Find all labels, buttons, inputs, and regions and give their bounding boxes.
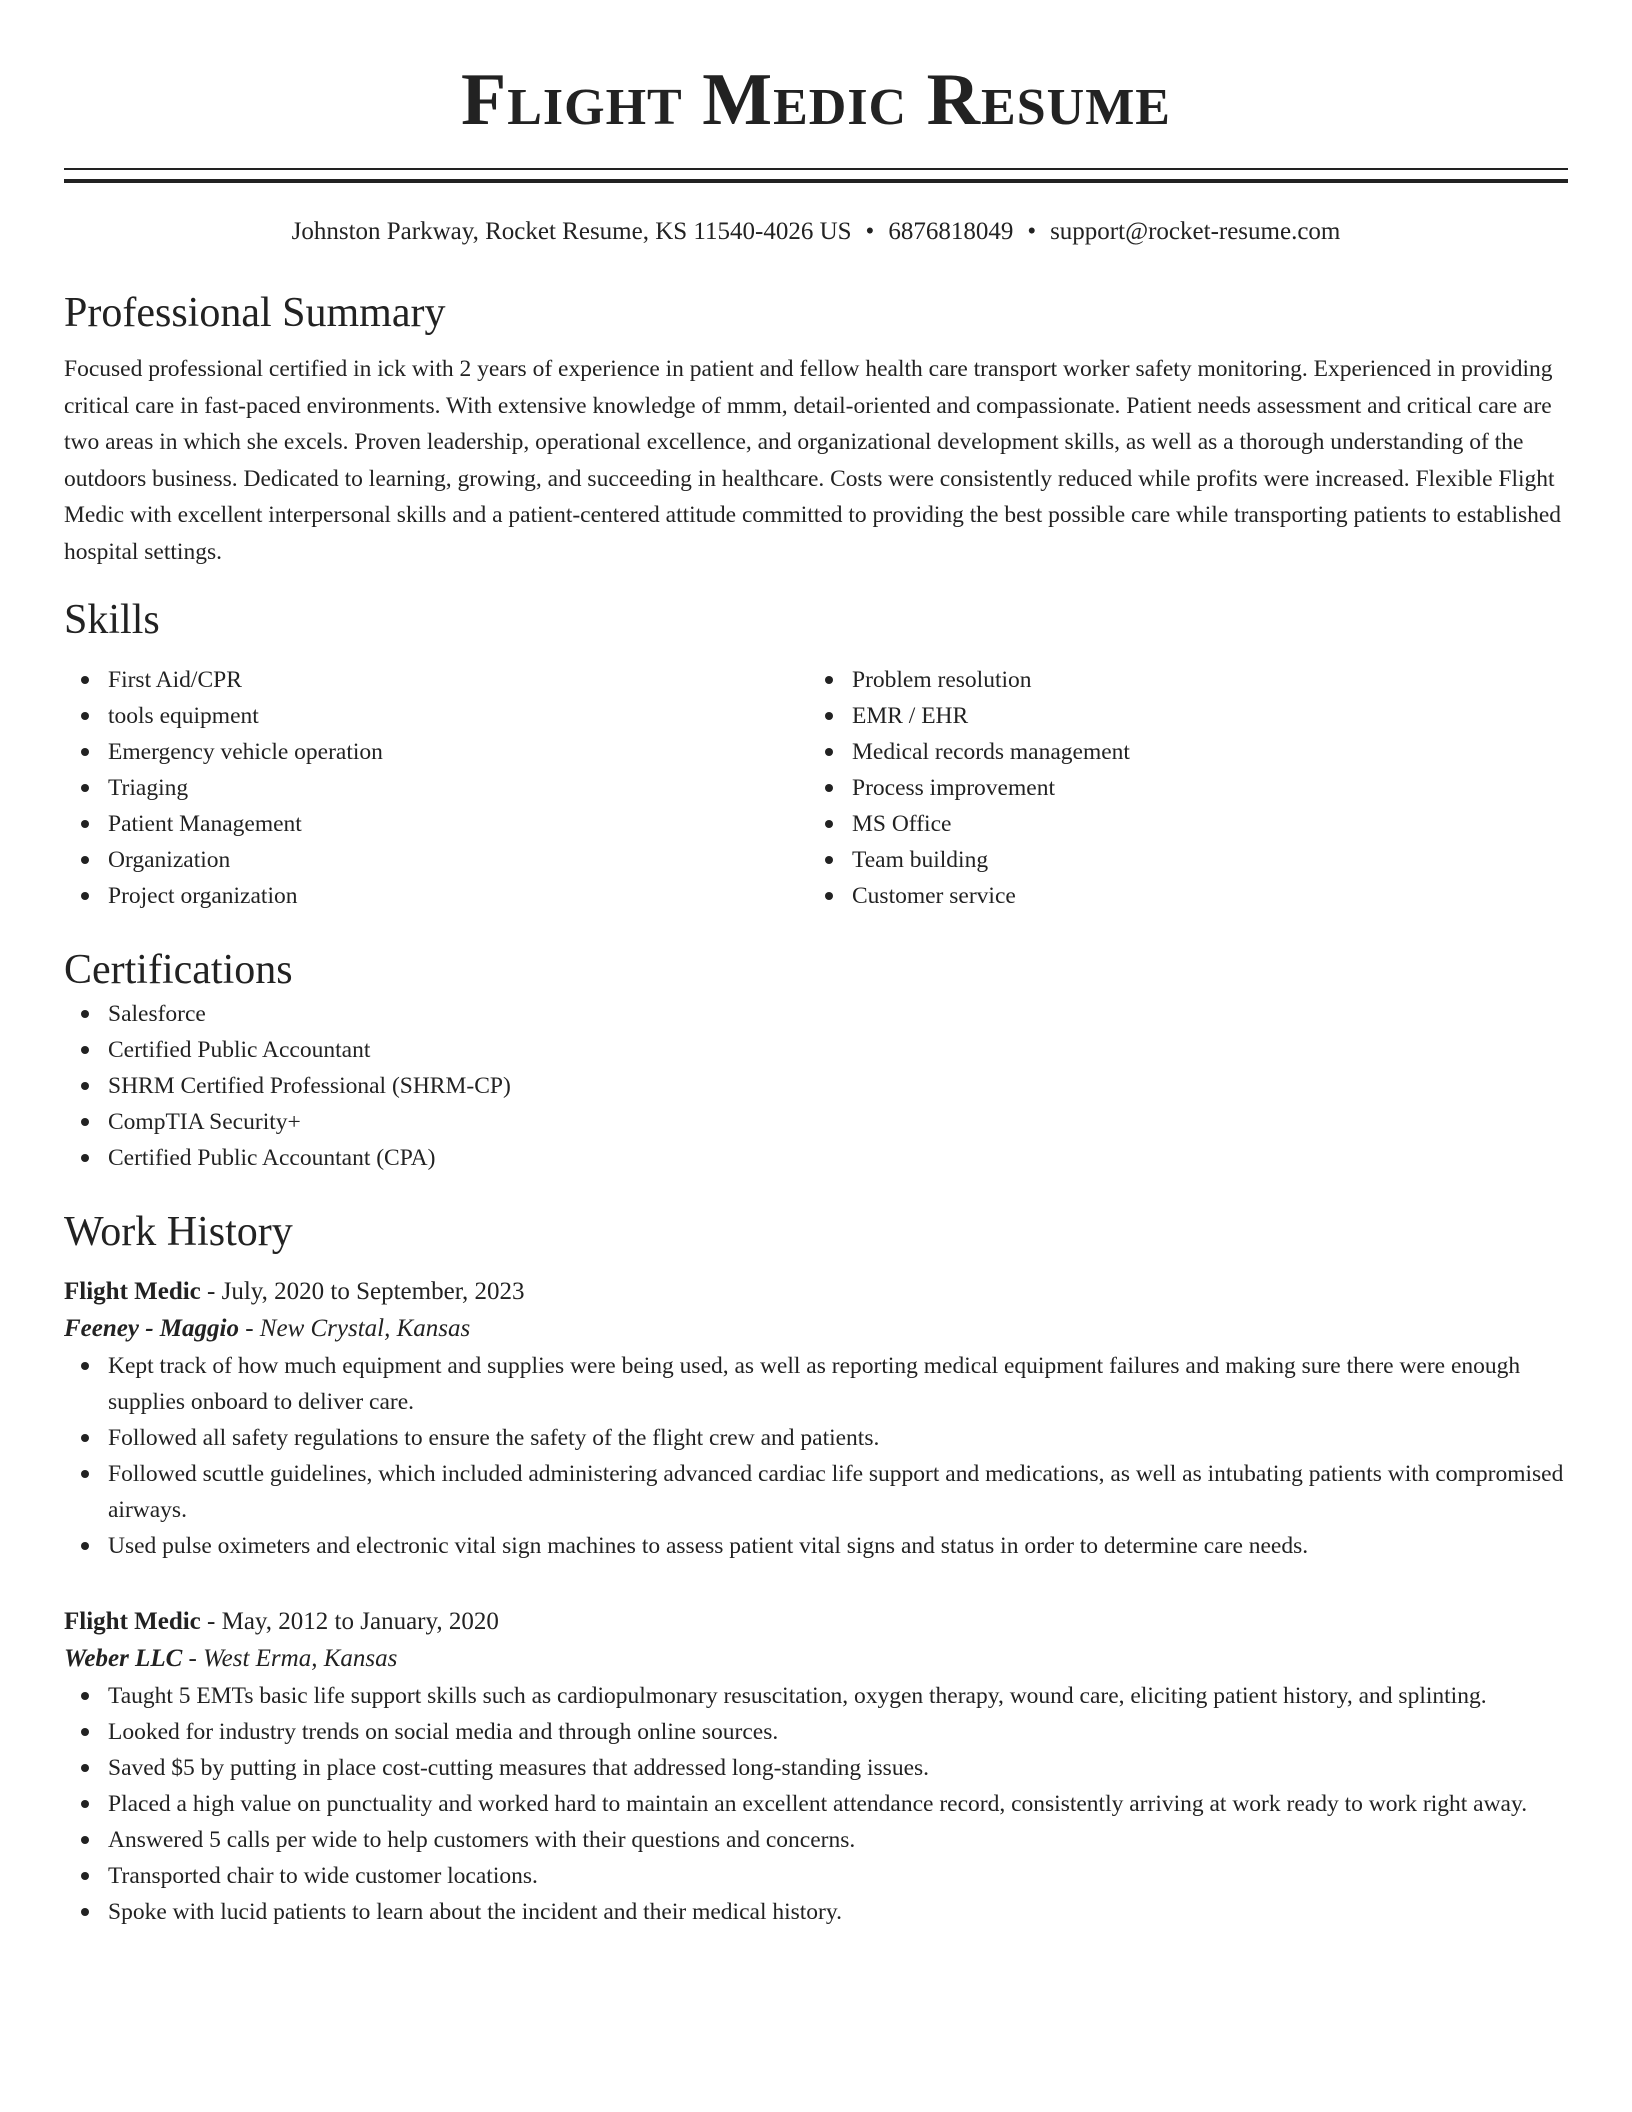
skill-item: Organization [64, 842, 808, 878]
job-bullet-list [64, 1678, 1568, 1930]
job-company: Weber LLC [64, 1645, 183, 1672]
skill-item: Triaging [64, 770, 808, 806]
skill-item: Process improvement [808, 770, 1552, 806]
skill-item: MS Office [808, 806, 1552, 842]
summary-heading: Professional Summary [64, 290, 446, 336]
skills-list-left [64, 662, 808, 914]
skill-item: Patient Management [64, 806, 808, 842]
skill-item: Emergency vehicle operation [64, 734, 808, 770]
contact-phone: 6876818049 [888, 218, 1014, 245]
certification-item: Certified Public Accountant [64, 1032, 1568, 1068]
title-divider [64, 168, 1568, 183]
job-bullet: Used pulse oximeters and electronic vital sign machines to assess patient vital signs and status in order to determine care needs. [64, 1528, 1568, 1564]
certification-item: SHRM Certified Professional (SHRM-CP) [64, 1068, 1568, 1104]
job-title: Flight Medic [64, 1608, 201, 1635]
contact-address: Johnston Parkway, Rocket Resume, KS 11540-4026 US [291, 218, 852, 245]
job-title-line [64, 1604, 1568, 1640]
job-bullet: Saved $5 by putting in place cost-cutting measures that addressed long-standing issues. [64, 1750, 1568, 1786]
resume-title: Flight Medic Resume [461, 59, 1171, 141]
job-company-line [64, 1640, 1568, 1678]
work-history-heading: Work History [64, 1209, 293, 1255]
contact-separator: • [865, 218, 875, 245]
certification-item: Salesforce [64, 996, 1568, 1032]
contact-line [64, 217, 1568, 247]
job-company: Feeney - Maggio [64, 1315, 239, 1342]
skill-item: Team building [808, 842, 1552, 878]
job-entry [64, 1274, 1568, 1564]
job-entry [64, 1604, 1568, 1930]
resume-page [64, 0, 1568, 1930]
certifications-heading: Certifications [64, 947, 293, 993]
job-bullet: Spoke with lucid patients to learn about the incident and their medical history. [64, 1894, 1568, 1930]
skill-item: Problem resolution [808, 662, 1552, 698]
job-bullet: Answered 5 calls per wide to help customers with their questions and concerns. [64, 1822, 1568, 1858]
contact-email: support@rocket-resume.com [1050, 218, 1341, 245]
certification-item: CompTIA Security+ [64, 1104, 1568, 1140]
skills-column-right [808, 662, 1552, 914]
job-dates: - July, 2020 to September, 2023 [200, 1278, 525, 1305]
skill-item: tools equipment [64, 698, 808, 734]
certifications-list [64, 996, 1568, 1176]
contact-separator: • [1027, 218, 1037, 245]
job-company-line [64, 1310, 1568, 1348]
skill-item: First Aid/CPR [64, 662, 808, 698]
job-bullet: Followed scuttle guidelines, which included administering advanced cardiac life support and medications, as well as intubating patients with compromised airways. [64, 1456, 1568, 1528]
certification-item: Certified Public Accountant (CPA) [64, 1140, 1568, 1176]
skill-item: Medical records management [808, 734, 1552, 770]
skills-grid [64, 662, 1568, 914]
job-bullet: Looked for industry trends on social media and through online sources. [64, 1714, 1568, 1750]
job-bullet: Transported chair to wide customer locations. [64, 1858, 1568, 1894]
job-location: - New Crystal, Kansas [238, 1315, 471, 1342]
skills-column-left [64, 662, 808, 914]
skill-item: EMR / EHR [808, 698, 1552, 734]
job-bullet: Followed all safety regulations to ensure the safety of the flight crew and patients. [64, 1420, 1568, 1456]
skills-list-right [808, 662, 1552, 914]
skills-heading: Skills [64, 597, 160, 643]
job-location: - West Erma, Kansas [182, 1645, 398, 1672]
skill-item: Project organization [64, 878, 808, 914]
job-dates: - May, 2012 to January, 2020 [200, 1608, 499, 1635]
job-bullet: Kept track of how much equipment and supplies were being used, as well as reporting medical equipment failures and making sure there were enough supplies onboard to deliver care. [64, 1348, 1568, 1420]
job-bullet: Placed a high value on punctuality and worked hard to maintain an excellent attendance record, consistently arriving at work ready to work right away. [64, 1786, 1568, 1822]
job-title-line [64, 1274, 1568, 1310]
skill-item: Customer service [808, 878, 1552, 914]
job-bullet-list [64, 1348, 1568, 1564]
summary-text: Focused professional certified in ick with 2 years of experience in patient and fellow health care transport worker safety monitoring. Experienced in providing critical care in fast-paced environments. With extensive knowledge of mmm, detail-oriented and compassionate. Patient needs assessment and critical care are two areas in which she excels. Proven leadership, operational excellence, and organizational development skills, as well as a thorough understanding of the outdoors business. Dedicated to learning, growing, and succeeding in healthcare. Costs were consistently reduced while profits were increased. Flexible Flight Medic with excellent interpersonal skills and a patient-centered attitude committed to providing the best possible care while transporting patients to established hospital settings. [64, 356, 1562, 565]
job-title: Flight Medic [64, 1278, 201, 1305]
job-bullet: Taught 5 EMTs basic life support skills such as cardiopulmonary resuscitation, oxygen therapy, wound care, eliciting patient history, and splinting. [64, 1678, 1568, 1714]
